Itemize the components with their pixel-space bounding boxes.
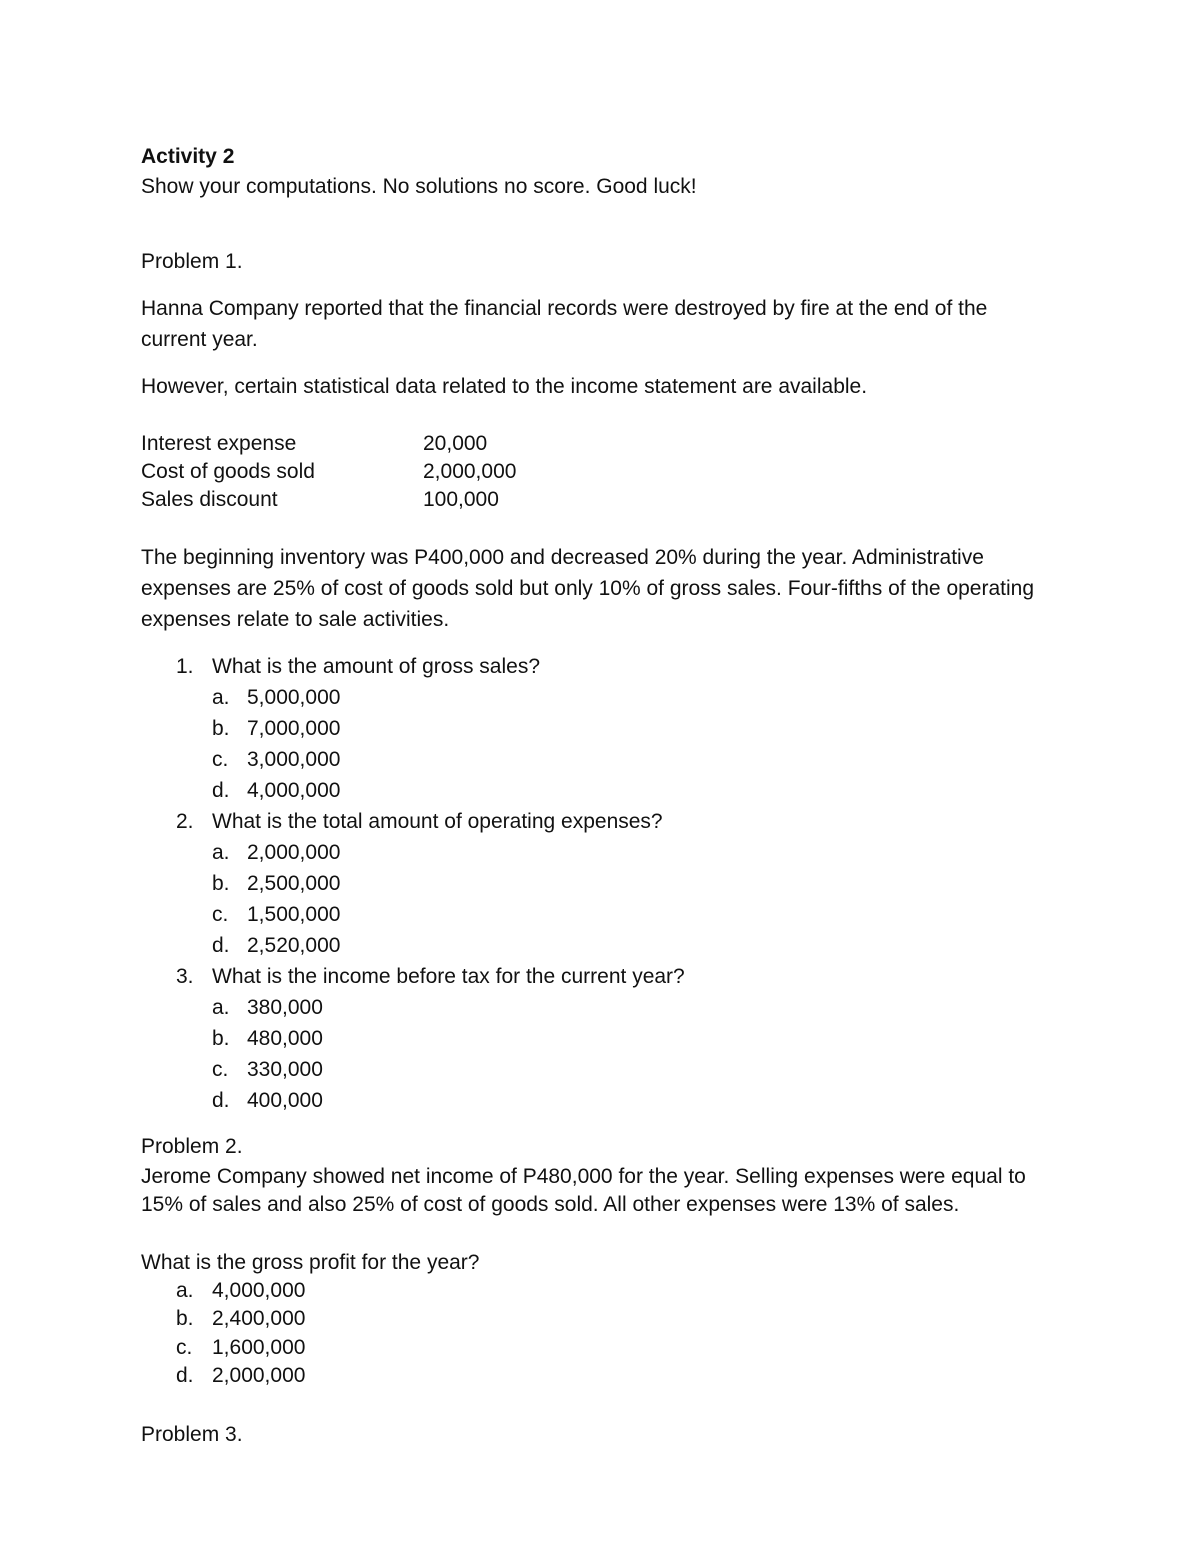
- data-label-interest-expense: Interest expense: [141, 432, 297, 455]
- q3-option-letter-c: c.: [212, 1058, 229, 1081]
- q1-option-letter-d: d.: [212, 779, 230, 802]
- q3-option-letter-d: d.: [212, 1089, 230, 1112]
- problem-2-question: What is the gross profit for the year?: [141, 1251, 480, 1274]
- q1-option-letter-c: c.: [212, 748, 229, 771]
- p2-option-letter-b: b.: [176, 1307, 194, 1330]
- instructions: Show your computations. No solutions no score. Good luck!: [141, 175, 697, 198]
- question-3-number: 3.: [176, 965, 194, 988]
- problem-1-intro-line-3: However, certain statistical data related to the income statement are available.: [141, 375, 868, 398]
- p2-option-value-d: 2,000,000: [212, 1364, 306, 1387]
- p2-option-letter-d: d.: [176, 1364, 194, 1387]
- q2-option-value-a: 2,000,000: [247, 841, 341, 864]
- q1-option-value-b: 7,000,000: [247, 717, 341, 740]
- q3-option-value-a: 380,000: [247, 996, 323, 1019]
- problem-2-para-line-1: Jerome Company showed net income of P480,000 for the year. Selling expenses were equal to: [141, 1165, 1026, 1188]
- q2-option-value-b: 2,500,000: [247, 872, 341, 895]
- question-1-text: What is the amount of gross sales?: [212, 655, 540, 678]
- q2-option-value-c: 1,500,000: [247, 903, 341, 926]
- q2-option-letter-d: d.: [212, 934, 230, 957]
- problem-1-intro-line-2: current year.: [141, 328, 258, 351]
- problem-1-para-line-3: expenses relate to sale activities.: [141, 608, 450, 631]
- problem-1-intro-line-1: Hanna Company reported that the financial records were destroyed by fire at the end of the: [141, 297, 988, 320]
- problem-1-para-line-1: The beginning inventory was P400,000 and decreased 20% during the year. Administrative: [141, 546, 984, 569]
- data-label-sales-discount: Sales discount: [141, 488, 278, 511]
- q2-option-letter-c: c.: [212, 903, 229, 926]
- data-value-sales-discount: 100,000: [423, 488, 499, 511]
- problem-1-heading: Problem 1.: [141, 250, 243, 273]
- q3-option-value-b: 480,000: [247, 1027, 323, 1050]
- problem-1-para-line-2: expenses are 25% of cost of goods sold but only 10% of gross sales. Four-fifths of the operating: [141, 577, 1035, 600]
- p2-option-letter-c: c.: [176, 1336, 193, 1359]
- question-2-number: 2.: [176, 810, 194, 833]
- p2-option-value-c: 1,600,000: [212, 1336, 306, 1359]
- question-2-text: What is the total amount of operating expenses?: [212, 810, 663, 833]
- p2-option-letter-a: a.: [176, 1279, 194, 1302]
- data-value-interest-expense: 20,000: [423, 432, 488, 455]
- question-1-number: 1.: [176, 655, 194, 678]
- q2-option-letter-a: a.: [212, 841, 230, 864]
- q3-option-value-d: 400,000: [247, 1089, 323, 1112]
- data-label-cost-of-goods-sold: Cost of goods sold: [141, 460, 315, 483]
- problem-2-para-line-2: 15% of sales and also 25% of cost of goods sold. All other expenses were 13% of sales.: [141, 1193, 960, 1216]
- problem-2-heading: Problem 2.: [141, 1135, 243, 1158]
- problem-3-heading: Problem 3.: [141, 1423, 243, 1446]
- question-3-text: What is the income before tax for the current year?: [212, 965, 685, 988]
- p2-option-value-a: 4,000,000: [212, 1279, 306, 1302]
- q1-option-letter-b: b.: [212, 717, 230, 740]
- q1-option-value-a: 5,000,000: [247, 686, 341, 709]
- q2-option-value-d: 2,520,000: [247, 934, 341, 957]
- q3-option-value-c: 330,000: [247, 1058, 323, 1081]
- q1-option-value-c: 3,000,000: [247, 748, 341, 771]
- p2-option-value-b: 2,400,000: [212, 1307, 306, 1330]
- activity-title: Activity 2: [141, 145, 235, 168]
- q2-option-letter-b: b.: [212, 872, 230, 895]
- q3-option-letter-a: a.: [212, 996, 230, 1019]
- q1-option-value-d: 4,000,000: [247, 779, 341, 802]
- q3-option-letter-b: b.: [212, 1027, 230, 1050]
- data-value-cost-of-goods-sold: 2,000,000: [423, 460, 517, 483]
- q1-option-letter-a: a.: [212, 686, 230, 709]
